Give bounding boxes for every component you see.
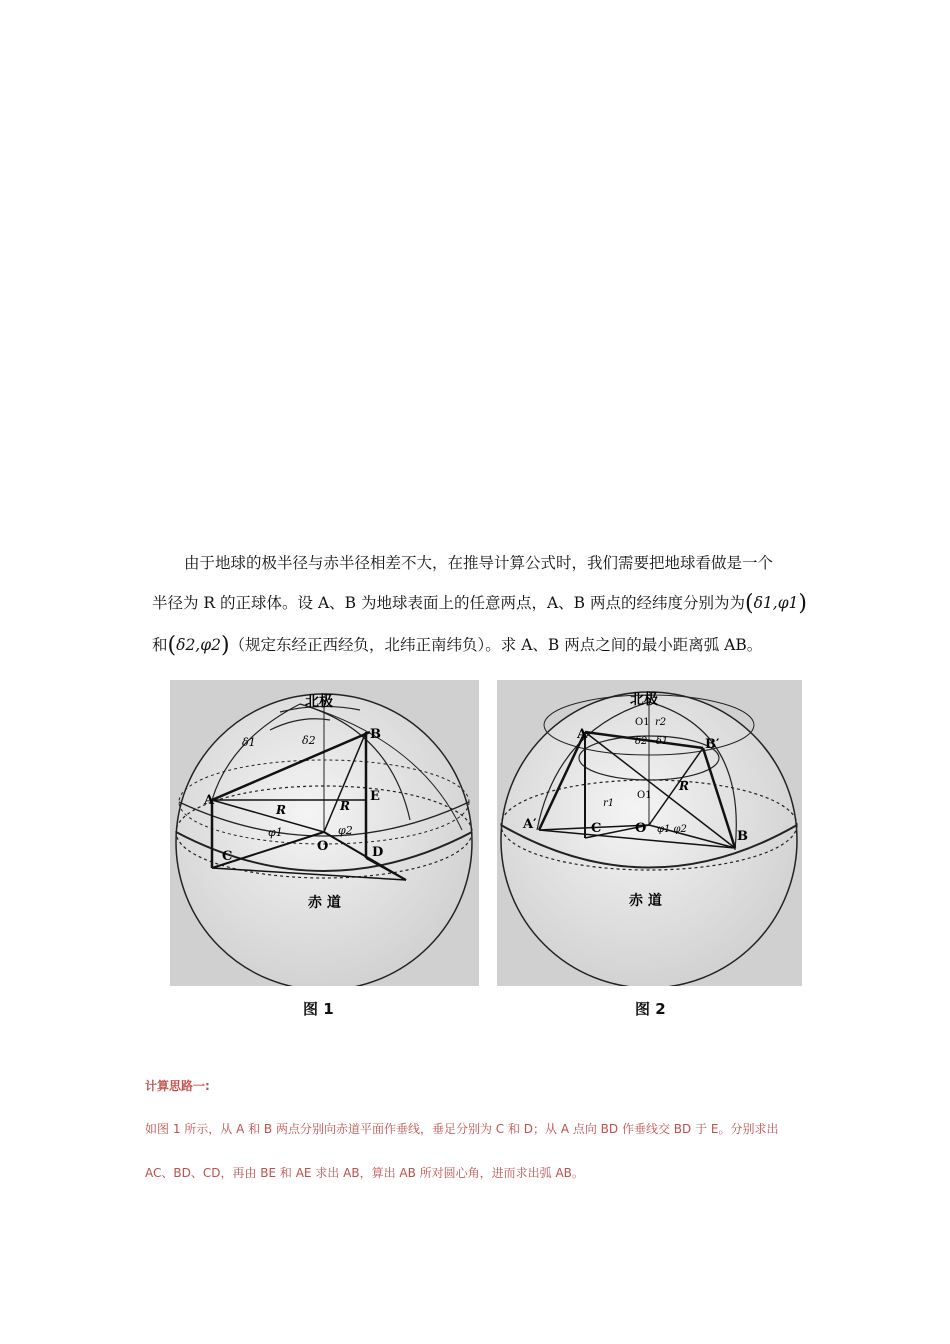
fig2-label-r1: r1: [603, 798, 615, 809]
fig2-label-r: R: [679, 779, 689, 793]
fig1-north-label: 北极: [305, 694, 333, 710]
fig1-label-p2: φ2: [338, 824, 353, 837]
fig2-label-b: B: [737, 829, 748, 844]
fig1-label-b: B: [370, 727, 381, 742]
fig2-label-dd: δ2−δ1: [635, 736, 669, 747]
paragraph-line-3-pre: 和: [152, 636, 168, 654]
figure-2: [497, 680, 802, 986]
coord-b: (δ2,φ2): [167, 633, 230, 658]
fig2-label-o1b: O1: [637, 790, 652, 801]
fig1-label-d: D: [372, 845, 384, 860]
paragraph-line-3-text: （规定东经正西经负，北纬正南纬负）。求 A、B 两点之间的最小距离弧 AB。: [229, 636, 763, 654]
method-heading: 计算思路一:: [145, 1079, 210, 1093]
coord-b-text: δ2,φ2: [176, 636, 221, 654]
figure-1-caption: 图 1: [303, 1000, 334, 1018]
fig2-label-o1: O1: [635, 717, 650, 728]
fig2-label-r2: r2: [655, 717, 667, 728]
paragraph-line-3: [152, 635, 832, 656]
fig2-equator-label: 赤 道: [629, 893, 662, 909]
fig2-label-a: A: [577, 727, 588, 742]
fig1-label-r1: R: [276, 803, 286, 817]
fig1-equator-label: 赤 道: [308, 895, 341, 911]
fig2-label-c: C: [591, 821, 602, 836]
fig1-label-e: E: [370, 789, 380, 804]
figure-2-caption: 图 2: [635, 1000, 666, 1018]
fig2-north-label: 北极: [630, 692, 658, 708]
figure-1: [170, 680, 479, 986]
paragraph-line-2-text: 半径为 R 的正球体。设 A、B 为地球表面上的任意两点，A、B 两点的经纬度分别为为: [152, 594, 745, 612]
method-line-2: AC、BD、CD，再由 BE 和 AE 求出 AB，算出 AB 所对圆心角，进而求出弧 AB。: [145, 1166, 584, 1180]
coord-a: (δ1,φ1): [744, 591, 808, 616]
fig2-label-pp: φ1 φ2: [657, 824, 687, 835]
fig1-label-d2: δ2: [302, 734, 316, 747]
coord-a-text: δ1,φ1: [753, 594, 799, 612]
fig1-label-o: O: [317, 839, 329, 854]
fig2-label-bprime: B′: [705, 737, 720, 752]
fig1-label-a: A: [204, 793, 215, 808]
fig1-label-p1: φ1: [268, 826, 283, 839]
fig1-label-r2: R: [340, 799, 350, 813]
fig1-label-c: C: [222, 849, 233, 864]
fig2-label-o: O: [635, 821, 647, 836]
fig1-label-d1: δ1: [242, 736, 256, 749]
method-line-1: 如图 1 所示，从 A 和 B 两点分别向赤道平面作垂线，垂足分别为 C 和 D；从 A 点向 BD 作垂线交 BD 于 E。分别求出: [145, 1122, 779, 1136]
paragraph-line-1: 由于地球的极半径与赤半径相差不大，在推导计算公式时，我们需要把地球看做是一个: [184, 554, 774, 572]
paragraph-line-2: [152, 593, 832, 614]
fig2-label-aprime: A′: [523, 817, 537, 832]
